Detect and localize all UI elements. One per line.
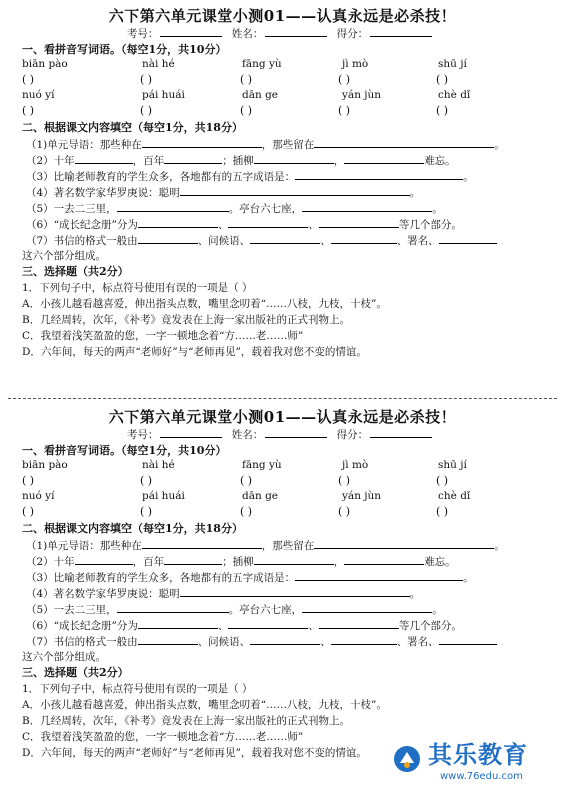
fill-blank[interactable]	[75, 553, 133, 565]
pinyin: nuó yí	[22, 89, 55, 101]
answer-blank[interactable]: ( )	[240, 73, 253, 86]
fill-text: （6）“成长纪念册”分为	[26, 620, 138, 632]
fill-blank[interactable]	[75, 152, 133, 164]
fill-blank[interactable]	[180, 184, 410, 196]
fill-line-3: （3）比喻老师教育的学生众多，各地都有的五字成语是： 。	[0, 168, 565, 184]
name-blank[interactable]	[265, 26, 327, 37]
score-blank[interactable]	[370, 427, 432, 438]
pinyin: shū jí	[438, 58, 467, 70]
fill-blank[interactable]	[319, 617, 399, 629]
pinyin: nuó yí	[22, 490, 55, 502]
fill-blank[interactable]	[295, 168, 463, 180]
pinyin: biān pào	[22, 459, 68, 471]
fill-blank[interactable]	[439, 232, 497, 244]
fill-text: （2）十年	[26, 556, 75, 568]
fill-blank[interactable]	[254, 152, 334, 164]
pinyin: chè dǐ	[438, 490, 471, 502]
fill-text: 。亭台六七座，	[228, 203, 303, 215]
choice-option-b[interactable]: B．几经周转，次年，《补考》竟发表在上海一家出版社的正式刊物上。	[22, 715, 350, 727]
exam-no-label: 考号：	[126, 429, 159, 441]
fill-blank[interactable]	[138, 216, 218, 228]
pinyin: chè dǐ	[438, 89, 471, 101]
quiz-top	[0, 0, 565, 360]
fill-line-4: （4）著名数学家华罗庚说：聪明 。	[0, 585, 565, 601]
pinyin: nài hé	[142, 58, 175, 70]
pinyin-row-1	[0, 58, 565, 73]
answer-row-2	[0, 505, 565, 521]
fill-text: （1)单元导语：那些种在	[26, 540, 142, 552]
fill-blank[interactable]	[117, 601, 229, 613]
choice-question: 1．下列句子中，标点符号使用有误的一项是（ ）	[22, 282, 253, 294]
answer-blank[interactable]: ( )	[436, 474, 449, 487]
fill-blank[interactable]	[138, 633, 198, 645]
fill-text: （7）书信的格式一般由	[26, 235, 138, 247]
pinyin: dān ge	[242, 490, 279, 502]
fill-blank[interactable]	[142, 537, 262, 549]
fill-blank[interactable]	[302, 200, 432, 212]
name-label: 姓名：	[231, 429, 264, 441]
fill-line-5: （5）一去二三里， 。亭台六七座， 。	[0, 601, 565, 617]
fill-text: （5）一去二三里，	[26, 203, 117, 215]
pinyin: fāng yù	[242, 459, 282, 471]
fill-text: （6）“成长纪念册”分为	[26, 219, 138, 231]
fill-line-4: （4）著名数学家华罗庚说：聪明 。	[0, 184, 565, 200]
answer-blank[interactable]: ( )	[338, 73, 351, 86]
fill-blank[interactable]	[319, 216, 399, 228]
score-label: 得分：	[336, 28, 369, 40]
fill-blank[interactable]	[228, 617, 308, 629]
section1-heading: 一、看拼音写词语。（每空1分，共10分）	[22, 444, 227, 457]
fill-blank[interactable]	[295, 569, 463, 581]
pinyin-row-1	[0, 459, 565, 474]
fill-text: 这六个部分组成。	[22, 651, 106, 663]
score-label: 得分：	[336, 429, 369, 441]
fill-blank[interactable]	[180, 585, 410, 597]
answer-blank[interactable]: ( )	[436, 505, 449, 518]
answer-blank[interactable]: ( )	[22, 104, 35, 117]
pinyin: fāng yù	[242, 58, 282, 70]
fill-text: 等几个部分。	[398, 219, 462, 231]
answer-blank[interactable]: ( )	[436, 73, 449, 86]
choice-option-c[interactable]: C．我望着浅笑盈盈的您，一字一顿地念着“方……老……师”	[22, 731, 304, 743]
fill-text: 难忘。	[424, 556, 456, 568]
section3-heading: 三、选择题（共2分）	[22, 666, 129, 679]
fill-text: 等几个部分。	[398, 620, 462, 632]
section3-heading: 三、选择题（共2分）	[22, 265, 129, 278]
answer-blank[interactable]: ( )	[140, 104, 153, 117]
fill-text: ，百年	[132, 155, 165, 167]
pinyin: shū jí	[438, 459, 467, 471]
choice-option-d[interactable]: D．六年间，每天的两声“老师好”与“老师再见”，载着我对您不变的情谊。	[22, 346, 367, 358]
fill-text: ，百年	[132, 556, 165, 568]
pinyin: yán jùn	[342, 89, 382, 101]
answer-blank[interactable]: ( )	[22, 474, 35, 487]
fill-text: 、问候语、	[197, 636, 251, 648]
fill-text: 、署名、	[396, 636, 439, 648]
answer-blank[interactable]: ( )	[338, 474, 351, 487]
answer-blank[interactable]: ( )	[338, 104, 351, 117]
fill-text: （2）十年	[26, 155, 75, 167]
answer-blank[interactable]: ( )	[240, 104, 253, 117]
fill-line-8	[0, 248, 565, 264]
answer-blank[interactable]: ( )	[338, 505, 351, 518]
section1-heading: 一、看拼音写词语。（每空1分，共10分）	[22, 43, 227, 56]
choice-option-b[interactable]: B．几经周转，次年，《补考》竟发表在上海一家出版社的正式刊物上。	[22, 314, 350, 326]
section2-heading: 二、根据课文内容填空（每空1分，共18分）	[22, 121, 243, 134]
page-title: 六下第六单元课堂小测01——认真永远是必杀技！	[108, 7, 457, 25]
choice-option-c[interactable]: C．我望着浅笑盈盈的您，一字一顿地念着“方……老……师”	[22, 330, 304, 342]
fill-text: ；插柳	[222, 556, 254, 568]
fill-text: （5）一去二三里，	[26, 604, 117, 616]
fill-blank[interactable]	[117, 200, 229, 212]
fill-blank[interactable]	[138, 232, 198, 244]
answer-blank[interactable]: ( )	[22, 73, 35, 86]
fill-blank[interactable]	[331, 633, 397, 645]
fill-blank[interactable]	[254, 553, 334, 565]
fill-text: ，那些留在	[261, 139, 315, 151]
fill-blank[interactable]	[250, 633, 320, 645]
pinyin: yán jùn	[342, 490, 382, 502]
choice-question: 1．下列句子中，标点符号使用有误的一项是（ ）	[22, 683, 253, 695]
fill-line-7: （7）书信的格式一般由 、问候语、 、 、署名、	[0, 633, 565, 649]
fill-line-2: （2）十年 ，百年 ；插柳 ， 难忘。	[0, 152, 565, 168]
fill-line-1: （1)单元导语：那些种在 ，那些留在 。	[0, 537, 565, 553]
fill-text: （7）书信的格式一般由	[26, 636, 138, 648]
fill-text: 这六个部分组成。	[22, 250, 106, 262]
pinyin: jì mò	[342, 459, 369, 471]
fill-text: 。亭台六七座，	[228, 604, 303, 616]
pinyin-row-2	[0, 89, 565, 104]
answer-row-1	[0, 474, 565, 490]
cut-line-divider	[8, 398, 557, 399]
pinyin-row-2	[0, 490, 565, 505]
choice-option-d[interactable]: D．六年间，每天的两声“老师好”与“老师再见”，载着我对您不变的情谊。	[22, 747, 367, 759]
fill-text: （4）著名数学家华罗庚说：聪明	[26, 588, 180, 600]
choice-option-a[interactable]: A．小孩儿越看越喜爱，伸出指头点数，嘴里念叨着“……八枝，九枝，十枝”。	[22, 298, 387, 310]
fill-blank[interactable]	[138, 617, 218, 629]
pinyin: nài hé	[142, 459, 175, 471]
section2-heading: 二、根据课文内容填空（每空1分，共18分）	[22, 522, 243, 535]
fill-line-5: （5）一去二三里， 。亭台六七座， 。	[0, 200, 565, 216]
fill-line-6: （6）“成长纪念册”分为 、 、 等几个部分。	[0, 216, 565, 232]
exam-no-blank[interactable]	[160, 26, 222, 37]
name-blank[interactable]	[265, 427, 327, 438]
brand-logo-icon	[392, 744, 422, 774]
answer-blank[interactable]: ( )	[22, 505, 35, 518]
fill-text: （4）著名数学家华罗庚说：聪明	[26, 187, 180, 199]
exam-no-label: 考号：	[126, 28, 159, 40]
fill-blank[interactable]	[302, 601, 432, 613]
answer-blank[interactable]: ( )	[240, 474, 253, 487]
pinyin: dān ge	[242, 89, 279, 101]
fill-text: （1)单元导语：那些种在	[26, 139, 142, 151]
choice-option-a[interactable]: A．小孩儿越看越喜爱，伸出指头点数，嘴里念叨着“……八枝，九枝，十枝”。	[22, 699, 387, 711]
fill-line-7: （7）书信的格式一般由 、问候语、 、 、署名、	[0, 232, 565, 248]
answer-blank[interactable]: ( )	[240, 505, 253, 518]
answer-blank[interactable]: ( )	[140, 505, 153, 518]
fill-blank[interactable]	[142, 136, 262, 148]
fill-line-2: （2）十年 ，百年 ；插柳 ， 难忘。	[0, 553, 565, 569]
fill-text: ，那些留在	[261, 540, 315, 552]
fill-line-1: （1)单元导语：那些种在 ，那些留在 。	[0, 136, 565, 152]
fill-text: 、署名、	[396, 235, 439, 247]
fill-text: 难忘。	[424, 155, 456, 167]
quiz-bottom	[0, 401, 565, 761]
fill-blank[interactable]	[439, 633, 497, 645]
watermark	[392, 740, 557, 788]
fill-blank[interactable]	[331, 232, 397, 244]
answer-row-2	[0, 104, 565, 120]
pinyin: pái huái	[142, 89, 185, 101]
fill-blank[interactable]	[228, 216, 308, 228]
fill-text: （3）比喻老师教育的学生众多，各地都有的五字成语是：	[26, 171, 296, 183]
name-label: 姓名：	[231, 28, 264, 40]
pinyin: biān pào	[22, 58, 68, 70]
fill-line-6: （6）“成长纪念册”分为 、 、 等几个部分。	[0, 617, 565, 633]
watermark-url: www.76edu.com	[440, 771, 523, 782]
answer-blank[interactable]: ( )	[436, 104, 449, 117]
fill-text: ；插柳	[222, 155, 254, 167]
fill-line-8	[0, 649, 565, 665]
fill-text: （3）比喻老师教育的学生众多，各地都有的五字成语是：	[26, 572, 296, 584]
fill-blank[interactable]	[164, 553, 222, 565]
fill-text: 、问候语、	[197, 235, 251, 247]
fill-blank[interactable]	[314, 136, 494, 148]
exam-no-blank[interactable]	[160, 427, 222, 438]
page-title: 六下第六单元课堂小测01——认真永远是必杀技！	[108, 408, 457, 426]
fill-line-3: （3）比喻老师教育的学生众多，各地都有的五字成语是： 。	[0, 569, 565, 585]
answer-blank[interactable]: ( )	[140, 73, 153, 86]
fill-text: 、	[217, 219, 229, 231]
answer-row-1	[0, 73, 565, 89]
fill-blank[interactable]	[250, 232, 320, 244]
info-line	[0, 26, 565, 42]
info-line	[0, 427, 565, 443]
fill-text: 、	[217, 620, 229, 632]
pinyin: jì mò	[342, 58, 369, 70]
watermark-brand: 其乐教育	[428, 741, 528, 769]
answer-blank[interactable]: ( )	[140, 474, 153, 487]
fill-blank[interactable]	[164, 152, 222, 164]
score-blank[interactable]	[370, 26, 432, 37]
fill-blank[interactable]	[344, 152, 424, 164]
fill-blank[interactable]	[344, 553, 424, 565]
fill-blank[interactable]	[314, 537, 494, 549]
pinyin: pái huái	[142, 490, 185, 502]
